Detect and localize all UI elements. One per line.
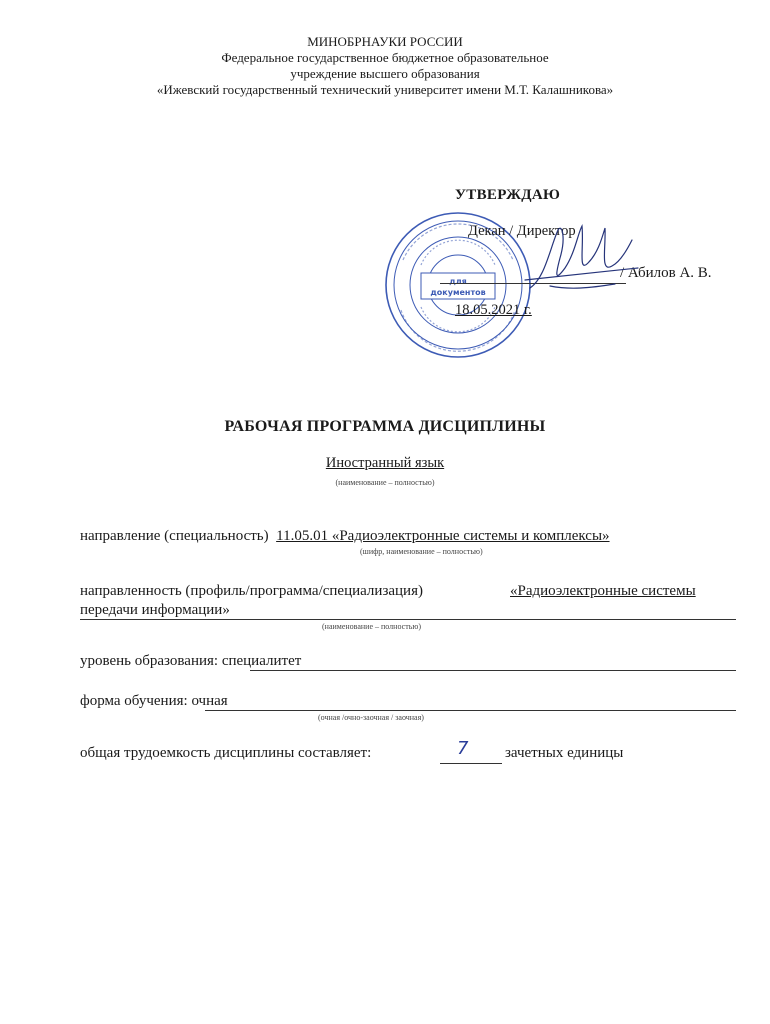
institution-level: учреждение высшего образования: [290, 66, 480, 81]
ministry-name: МИНОБРНАУКИ РОССИИ: [307, 34, 463, 49]
level-underline: [250, 670, 736, 671]
approval-date: 18.05.2021 г.: [455, 302, 532, 318]
approver-role: Декан / Директор: [468, 223, 576, 239]
credits-unit: зачетных единицы: [505, 745, 624, 761]
discipline-value: Иностранный язык: [325, 455, 445, 471]
form-value: очная: [191, 693, 228, 709]
study-form-row: [80, 693, 228, 710]
profile-underline: [80, 619, 736, 620]
credits-value: 7: [457, 738, 469, 759]
level-value: специалитет: [221, 653, 302, 669]
credits-blank: [440, 745, 502, 764]
profile-value-line1: «Радиоэлектронные системы: [510, 583, 696, 599]
discipline-hint: (наименование – полностью): [335, 478, 435, 487]
form-underline: [205, 710, 736, 711]
profile-row: [80, 583, 696, 600]
profile-hint: (наименование – полностью): [322, 622, 421, 631]
direction-value: 11.05.01 «Радиоэлектронные системы и комплексы»: [276, 528, 610, 544]
form-label: форма обучения:: [80, 693, 188, 709]
discipline-name: [0, 455, 770, 472]
direction-label: направление (специальность): [80, 528, 269, 544]
handwritten-signature-icon: [520, 218, 640, 303]
approval-title: УТВЕРЖДАЮ: [455, 187, 561, 203]
credits-label: общая трудоемкость дисциплины составляет:: [80, 745, 372, 761]
document-title: РАБОЧАЯ ПРОГРАММА ДИСЦИПЛИНЫ: [224, 418, 546, 435]
profile-label: направленность (профиль/программа/специализация): [80, 583, 423, 599]
direction-row: [80, 528, 610, 545]
form-hint: (очная /очно-заочная / заочная): [318, 713, 424, 722]
approver-name: / Абилов А. В.: [620, 265, 712, 281]
svg-text:для: для: [449, 277, 467, 286]
university-name: «Ижевский государственный технический университет имени М.Т. Калашникова»: [156, 82, 614, 97]
direction-hint: (шифр, наименование – полностью): [360, 547, 483, 556]
level-label: уровень образования:: [80, 653, 219, 669]
svg-text:документов: документов: [430, 288, 486, 297]
education-level-row: [80, 653, 301, 670]
institution-type: Федеральное государственное бюджетное образовательное: [221, 50, 549, 65]
institution-header: [0, 34, 770, 98]
profile-value-line2: передачи информации»: [80, 602, 230, 618]
